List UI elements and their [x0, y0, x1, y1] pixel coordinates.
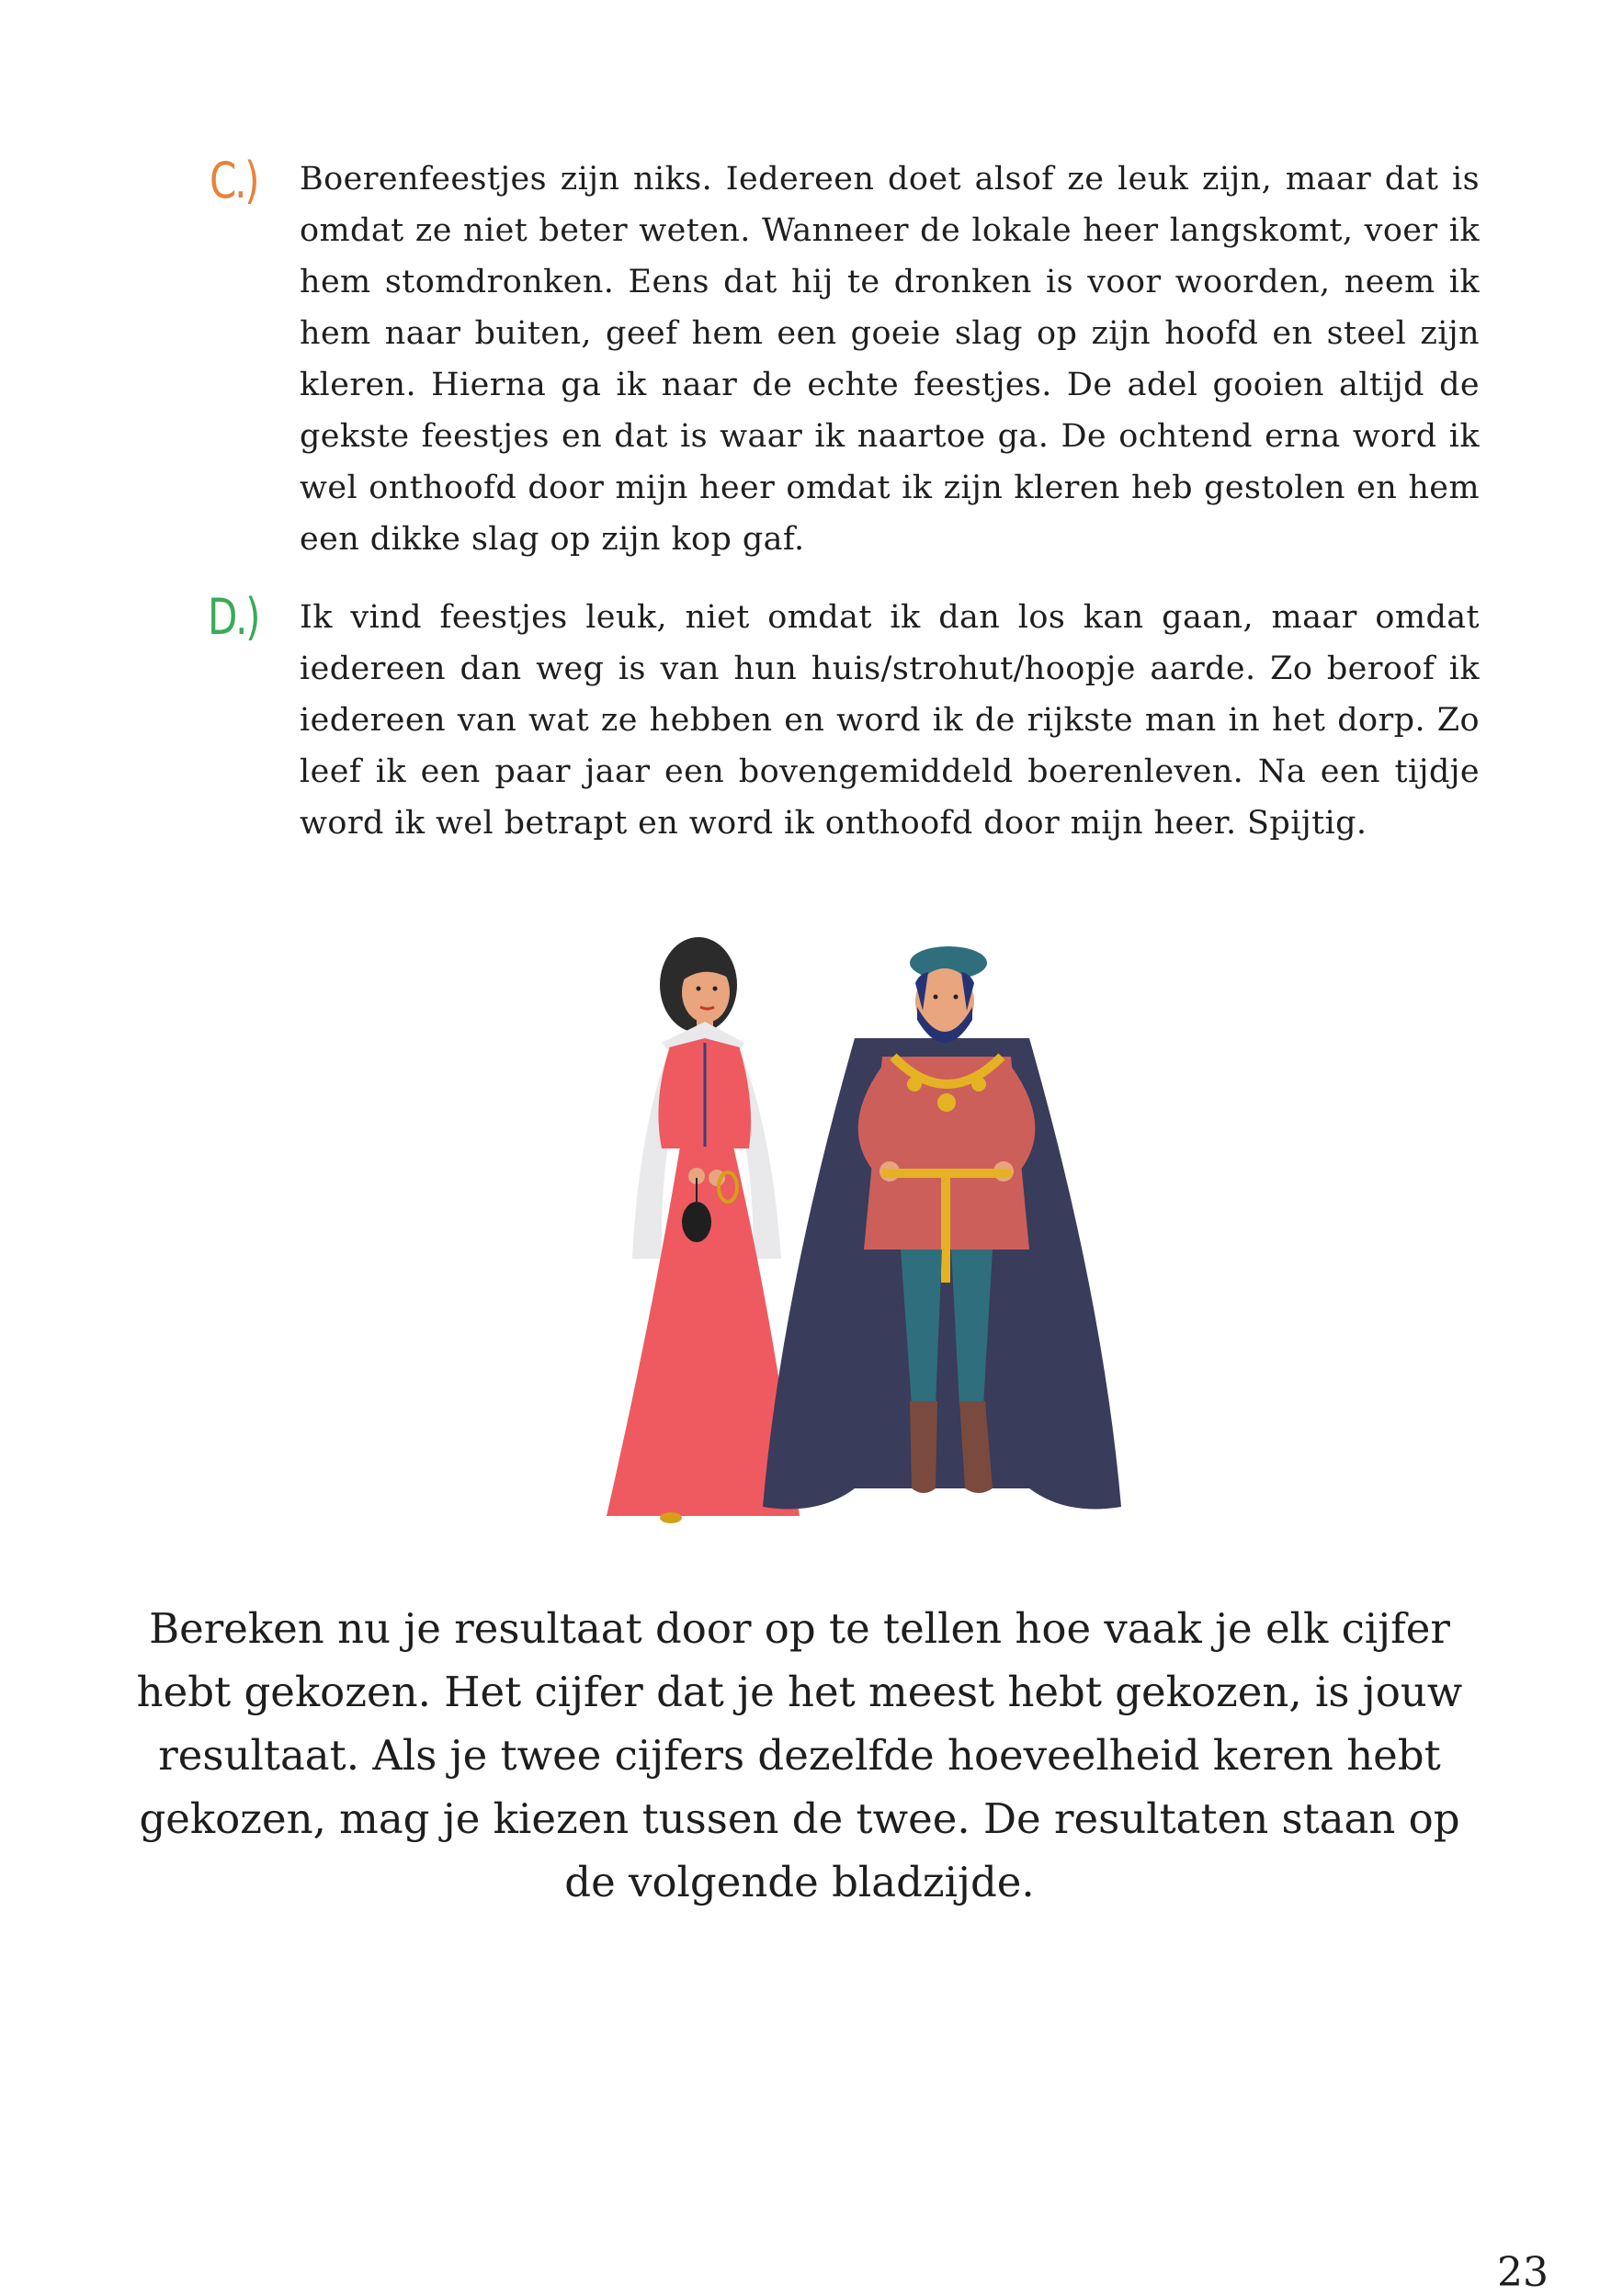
option-d-text: Ik vind feestjes leuk, niet omdat ik dan los kan gaan, maar omdat iedereen dan weg is van hun huis/strohut/hoopje aarde. Zo beroof ik iedereen van wat ze hebben en word ik de rijkste man in het dorp. Zo leef ik een paar jaar een bovengemiddeld boerenleven. Na een tijdje word ik wel betrapt en word ik onthoofd door mijn heer. Spijtig. — [300, 599, 1480, 842]
medieval-couple-illustration — [551, 928, 1121, 1525]
page-number: 23 — [1497, 2249, 1549, 2296]
option-c-marker: C.) — [210, 152, 258, 209]
option-c-text: Boerenfeestjes zijn niks. Iedereen doet alsof ze leuk zijn, maar dat is omdat ze niet beter weten. Wanneer de lokale heer langskomt, voer ik hem stomdronken. Eens dat hij te dronken is voor woorden, neem ik hem naar buiten, geef hem een goeie slag op zijn hoofd en steel zijn kleren. Hierna ga ik naar de echte feestjes. De adel gooien altijd de gekste feestjes en dat is waar ik naartoe ga. De ochtend erna word ik wel onthoofd door mijn heer omdat ik zijn kleren heb gestolen en hem een dikke slag op zijn kop gaf. — [300, 161, 1480, 558]
instruction-text: Bereken nu je resultaat door op te tellen hoe vaak je elk cijfer hebt gekozen. Het cijfer dat je het meest hebt gekozen, is jouw resultaat. Als je twee cijfers dezelfde hoeveelheid keren hebt gekozen, mag je kiezen tussen de twee. De resultaten staan op de volgende bladzijde. — [136, 1604, 1463, 1906]
medieval-lord-icon — [763, 946, 1121, 1510]
option-d-marker: D.) — [208, 588, 259, 646]
